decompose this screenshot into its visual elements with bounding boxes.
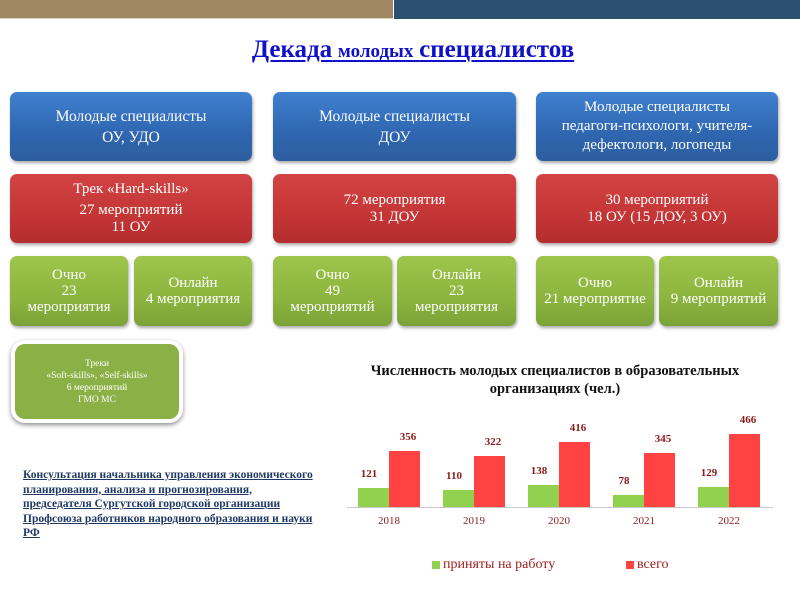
format-box-offline <box>273 256 392 326</box>
summary-orgs: 11 ОУ <box>111 219 151 235</box>
title-word-3: специалистов <box>419 36 575 63</box>
summary-orgs: 31 ДОУ <box>369 208 420 225</box>
format-box-offline <box>536 256 654 326</box>
bar-hired <box>358 488 389 507</box>
legend-item-hired <box>432 557 555 573</box>
data-label: 322 <box>484 436 502 448</box>
format-count: 21 мероприятие <box>544 291 646 307</box>
soft-skills-org: ГМО МС <box>78 394 116 405</box>
soft-skills-tracks: «Soft-skills», «Self-skills» <box>46 370 148 381</box>
data-label: 356 <box>399 431 417 443</box>
legend-swatch-green <box>432 561 440 569</box>
category-label: Молодые специалисты <box>584 99 730 115</box>
bar-hired <box>698 487 729 507</box>
soft-skills-events: 6 мероприятий <box>66 382 128 393</box>
bar-hired <box>528 485 559 507</box>
data-label: 129 <box>700 467 718 479</box>
category-sublabel-2: дефектологи, логопеды <box>582 137 732 153</box>
data-label: 110 <box>446 470 462 482</box>
data-label: 78 <box>618 475 630 487</box>
format-box-online <box>397 256 516 326</box>
format-unit: мероприятия <box>27 299 111 315</box>
summary-track: Трек «Hard-skills» <box>73 181 189 197</box>
summary-box-dou <box>273 174 516 243</box>
format-box-offline <box>10 256 128 326</box>
summary-events: 30 мероприятий <box>605 191 709 208</box>
x-tick-label: 2020 <box>548 515 570 527</box>
summary-orgs: 18 ОУ (15 ДОУ, 3 ОУ) <box>587 208 727 225</box>
format-label: Онлайн <box>168 275 218 291</box>
format-count: 23 <box>449 283 464 299</box>
bar-total <box>389 451 420 507</box>
category-sublabel: педагоги-психологи, учителя- <box>561 118 753 134</box>
format-unit: мероприятий <box>290 299 375 315</box>
x-tick-label: 2019 <box>463 515 485 527</box>
chart-title: Численность молодых специалистов в образовательных организациях (чел.) <box>370 363 740 397</box>
consultation-link[interactable]: Консультация начальника управления экономического планирования, анализа и прогнозирования, председателя Сургутской городской организации Профсоюза работников народного образования и науки РФ <box>23 469 313 539</box>
category-sublabel: ОУ, УДО <box>102 128 160 146</box>
format-count: 4 мероприятия <box>145 291 241 307</box>
legend-swatch-red <box>626 561 634 569</box>
x-tick-label: 2022 <box>718 515 740 527</box>
legend-label: приняты на работу <box>443 557 556 572</box>
bar-hired <box>443 490 474 507</box>
format-count: 9 мероприятий <box>670 291 767 307</box>
format-box-online <box>134 256 252 326</box>
format-label: Онлайн <box>693 275 744 291</box>
format-label: Очно <box>315 267 350 283</box>
x-tick-label: 2018 <box>378 515 400 527</box>
category-label: Молодые специалисты <box>319 107 470 125</box>
x-tick-label: 2021 <box>633 515 655 527</box>
bar-chart <box>347 414 773 550</box>
category-box-dou <box>273 92 516 161</box>
summary-box-hard-skills <box>10 174 252 243</box>
format-count: 49 <box>325 283 340 299</box>
data-label: 121 <box>360 468 378 480</box>
format-label: Очно <box>52 267 86 283</box>
format-unit: мероприятия <box>414 299 499 315</box>
category-box-psychologists <box>536 92 778 161</box>
title-word-1: Декада <box>251 36 333 63</box>
bar-total <box>474 456 505 507</box>
summary-box-psychologists <box>536 174 778 243</box>
soft-skills-label: Треки <box>84 358 110 369</box>
data-label: 466 <box>739 414 757 426</box>
title-word-2: молодых <box>337 41 414 62</box>
category-sublabel: ДОУ <box>378 128 411 146</box>
format-count: 23 <box>61 283 77 299</box>
bar-total <box>559 442 590 507</box>
data-label: 416 <box>569 422 587 434</box>
data-label: 138 <box>530 465 548 477</box>
format-label: Очно <box>578 275 612 291</box>
legend-item-total <box>626 557 669 573</box>
summary-events: 27 мероприятий <box>79 202 183 218</box>
bar-hired <box>613 495 644 507</box>
header-bar-right <box>394 0 800 19</box>
bar-total <box>729 434 760 507</box>
category-box-ou-udo <box>10 92 252 161</box>
header-bar-left <box>0 0 393 19</box>
legend-label: всего <box>637 557 669 572</box>
format-label: Онлайн <box>431 267 482 283</box>
summary-events: 72 мероприятия <box>343 191 446 208</box>
soft-skills-box <box>11 340 183 423</box>
data-label: 345 <box>654 433 672 445</box>
x-axis-line <box>347 507 773 508</box>
bar-total <box>644 453 675 507</box>
page-title <box>0 36 800 64</box>
format-box-online <box>659 256 778 326</box>
category-label: Молодые специалисты <box>55 107 207 125</box>
